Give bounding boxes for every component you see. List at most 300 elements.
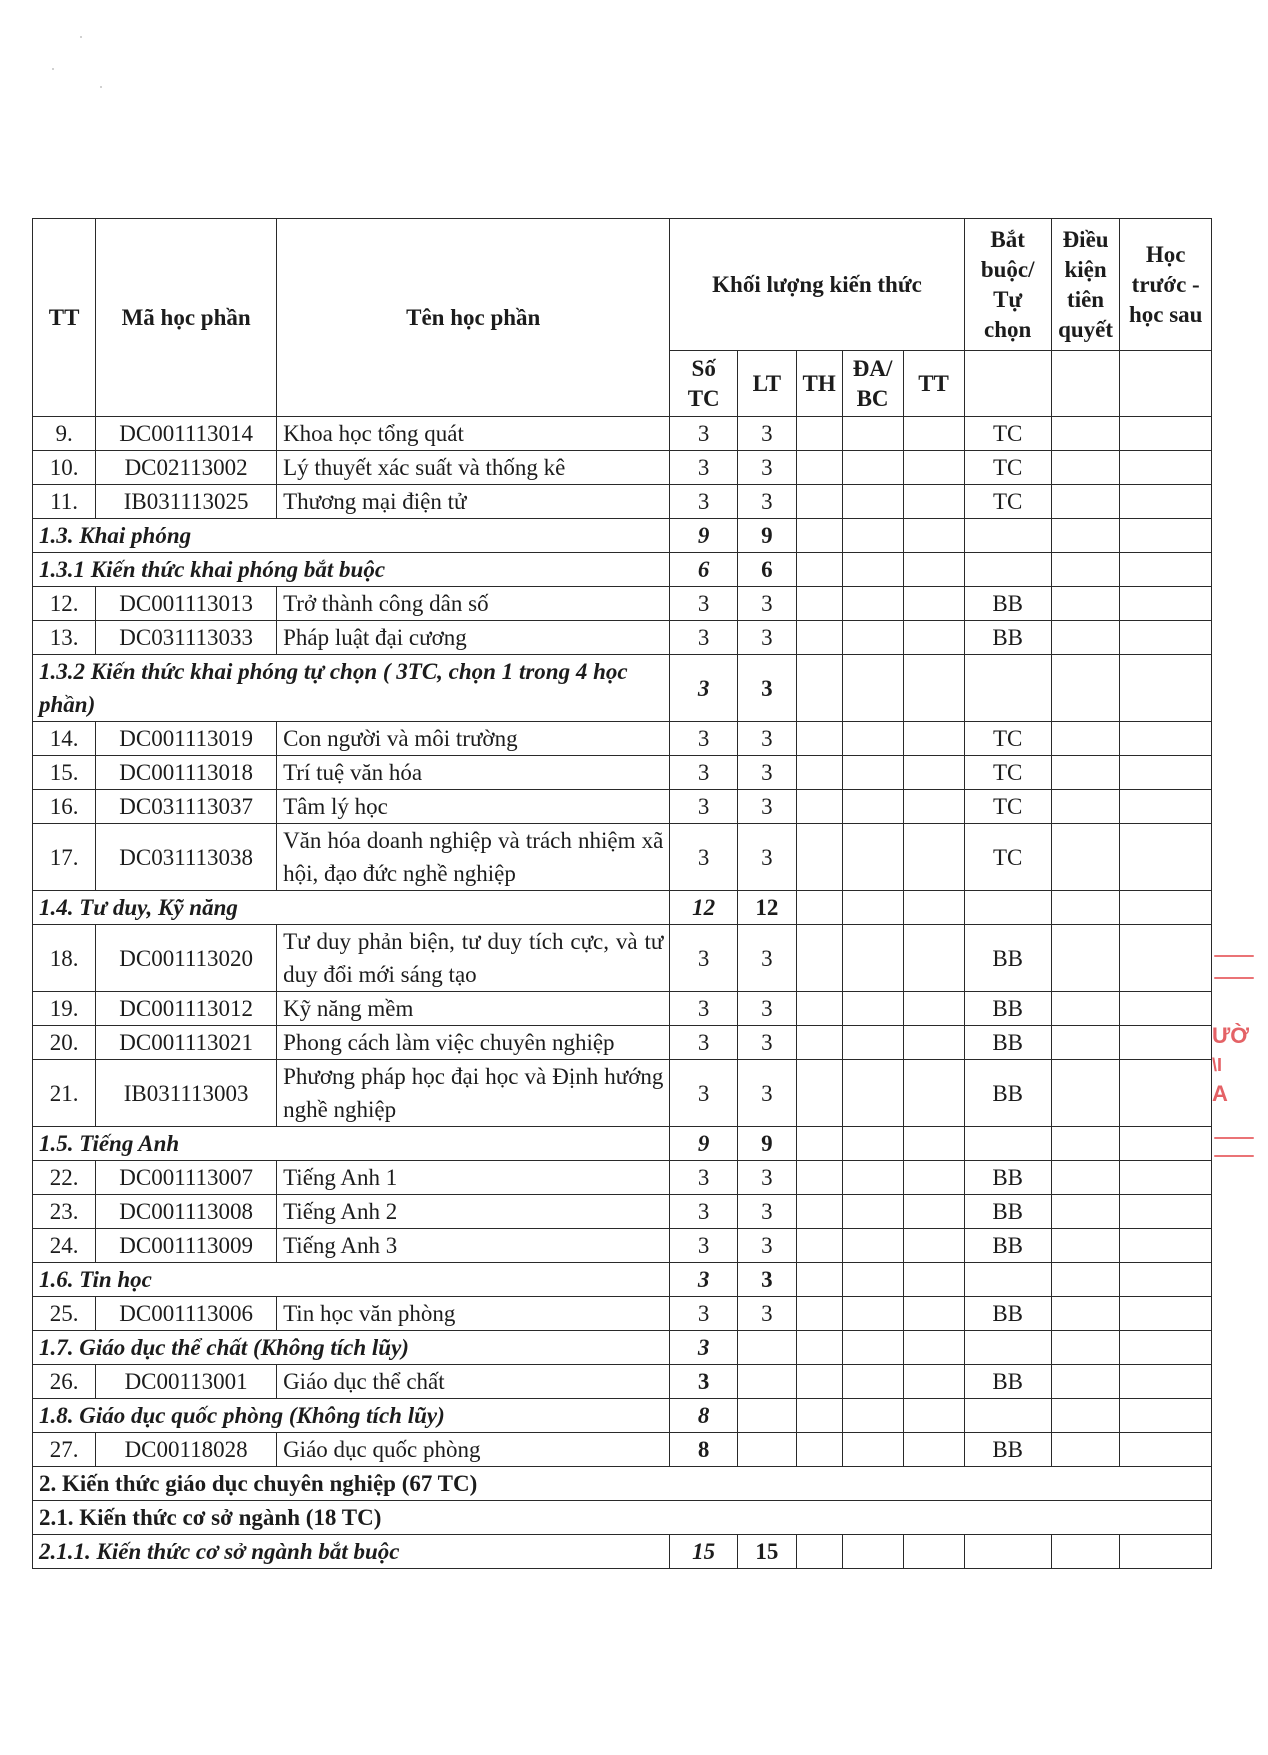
course-th: [796, 417, 842, 451]
stamp-line: [1214, 955, 1254, 957]
course-before-after: [1120, 1060, 1212, 1127]
course-required-elective: BB: [964, 1026, 1051, 1060]
stamp-line: [1214, 1137, 1254, 1139]
course-row: [33, 722, 1212, 756]
course-required-elective: BB: [964, 1195, 1051, 1229]
course-th: [796, 722, 842, 756]
course-prerequisite: [1051, 1297, 1120, 1331]
course-credits: 3: [670, 1195, 738, 1229]
course-code: DC001113013: [96, 587, 277, 621]
course-row: [33, 451, 1212, 485]
course-required-elective: BB: [964, 1229, 1051, 1263]
section-label: 1.5. Tiếng Anh: [33, 1127, 670, 1161]
section-lt: [737, 1399, 796, 1433]
course-before-after: [1120, 1365, 1212, 1399]
course-before-after: [1120, 1229, 1212, 1263]
section-empty-cell: [1120, 891, 1212, 925]
course-before-after: [1120, 992, 1212, 1026]
course-index: 15.: [33, 756, 96, 790]
section-empty-cell: [1051, 1127, 1120, 1161]
section-empty-cell: [1051, 891, 1120, 925]
course-row: [33, 1195, 1212, 1229]
section-empty-cell: [964, 891, 1051, 925]
course-prerequisite: [1051, 1195, 1120, 1229]
course-required-elective: BB: [964, 1365, 1051, 1399]
course-da-bc: [842, 1229, 903, 1263]
course-code: DC001113021: [96, 1026, 277, 1060]
course-prerequisite: [1051, 451, 1120, 485]
course-code: DC031113033: [96, 621, 277, 655]
course-tt: [903, 756, 964, 790]
header-da-bc: ĐA/ BC: [842, 351, 903, 417]
course-required-elective: BB: [964, 621, 1051, 655]
course-required-elective: TC: [964, 417, 1051, 451]
section-label: 1.8. Giáo dục quốc phòng (Không tích lũy): [33, 1399, 670, 1433]
section-empty-cell: [796, 1331, 842, 1365]
course-da-bc: [842, 1161, 903, 1195]
section-lt: 9: [737, 1127, 796, 1161]
course-code: DC001113019: [96, 722, 277, 756]
section-empty-cell: [903, 519, 964, 553]
course-prerequisite: [1051, 417, 1120, 451]
course-tt: [903, 790, 964, 824]
heading-row: [33, 1501, 1212, 1535]
course-da-bc: [842, 417, 903, 451]
section-empty-cell: [796, 891, 842, 925]
course-lt: 3: [737, 1229, 796, 1263]
course-index: 11.: [33, 485, 96, 519]
course-name: Khoa học tổng quát: [277, 417, 670, 451]
course-prerequisite: [1051, 925, 1120, 992]
course-tt: [903, 1365, 964, 1399]
section-lt: 12: [737, 891, 796, 925]
course-th: [796, 1161, 842, 1195]
course-name: Tin học văn phòng: [277, 1297, 670, 1331]
course-credits: 3: [670, 1161, 738, 1195]
section-empty-cell: [1120, 553, 1212, 587]
course-th: [796, 485, 842, 519]
course-required-elective: TC: [964, 722, 1051, 756]
course-index: 24.: [33, 1229, 96, 1263]
course-name: Trí tuệ văn hóa: [277, 756, 670, 790]
course-th: [796, 925, 842, 992]
course-prerequisite: [1051, 1161, 1120, 1195]
course-index: 23.: [33, 1195, 96, 1229]
course-code: DC031113037: [96, 790, 277, 824]
section-credits: 3: [670, 1263, 738, 1297]
header-course-code: Mã học phần: [96, 219, 277, 417]
section-empty-cell: [964, 519, 1051, 553]
course-prerequisite: [1051, 1433, 1120, 1467]
course-code: DC00118028: [96, 1433, 277, 1467]
course-lt: [737, 1365, 796, 1399]
course-credits: 3: [670, 824, 738, 891]
course-tt: [903, 1297, 964, 1331]
course-index: 19.: [33, 992, 96, 1026]
course-required-elective: TC: [964, 756, 1051, 790]
course-lt: 3: [737, 756, 796, 790]
course-before-after: [1120, 925, 1212, 992]
course-code: DC001113012: [96, 992, 277, 1026]
table-body: [33, 417, 1212, 1569]
section-empty-cell: [1120, 1331, 1212, 1365]
course-da-bc: [842, 824, 903, 891]
course-lt: 3: [737, 722, 796, 756]
section-empty-cell: [903, 1535, 964, 1569]
course-da-bc: [842, 992, 903, 1026]
course-index: 17.: [33, 824, 96, 891]
course-tt: [903, 824, 964, 891]
section-empty-cell: [796, 519, 842, 553]
section-empty-cell: [964, 1127, 1051, 1161]
course-row: [33, 1433, 1212, 1467]
course-name: Giáo dục thể chất: [277, 1365, 670, 1399]
section-empty-cell: [1051, 553, 1120, 587]
course-th: [796, 756, 842, 790]
section-empty-cell: [1120, 1535, 1212, 1569]
course-before-after: [1120, 1161, 1212, 1195]
course-before-after: [1120, 756, 1212, 790]
section-row: [33, 519, 1212, 553]
stamp-line: [1214, 1155, 1254, 1157]
section-label: 1.6. Tin học: [33, 1263, 670, 1297]
section-empty-cell: [1051, 655, 1120, 722]
course-tt: [903, 1195, 964, 1229]
heading-label: 2. Kiến thức giáo dục chuyên nghiệp (67 TC): [33, 1467, 1212, 1501]
course-name: Phương pháp học đại học và Định hướng nghề nghiệp: [277, 1060, 670, 1127]
section-row: [33, 1399, 1212, 1433]
course-credits: 3: [670, 790, 738, 824]
course-before-after: [1120, 485, 1212, 519]
course-index: 14.: [33, 722, 96, 756]
section-label: 1.3. Khai phóng: [33, 519, 670, 553]
course-code: DC031113038: [96, 824, 277, 891]
course-lt: [737, 1433, 796, 1467]
course-code: DC001113018: [96, 756, 277, 790]
course-tt: [903, 451, 964, 485]
course-credits: 3: [670, 722, 738, 756]
header-th: TH: [796, 351, 842, 417]
course-prerequisite: [1051, 621, 1120, 655]
course-lt: 3: [737, 417, 796, 451]
header-prerequisite-blank: [1051, 351, 1120, 417]
course-th: [796, 790, 842, 824]
course-index: 20.: [33, 1026, 96, 1060]
section-row: [33, 1331, 1212, 1365]
course-required-elective: TC: [964, 451, 1051, 485]
course-index: 26.: [33, 1365, 96, 1399]
course-row: [33, 1161, 1212, 1195]
section-empty-cell: [1051, 519, 1120, 553]
section-empty-cell: [1120, 1127, 1212, 1161]
course-index: 10.: [33, 451, 96, 485]
course-prerequisite: [1051, 1229, 1120, 1263]
stamp-text: ƯỜ: [1212, 1023, 1250, 1048]
course-th: [796, 1195, 842, 1229]
course-tt: [903, 417, 964, 451]
course-name: Lý thuyết xác suất và thống kê: [277, 451, 670, 485]
section-empty-cell: [796, 1263, 842, 1297]
course-th: [796, 1365, 842, 1399]
section-label: 1.4. Tư duy, Kỹ năng: [33, 891, 670, 925]
section-lt: 6: [737, 553, 796, 587]
course-before-after: [1120, 621, 1212, 655]
course-row: [33, 1365, 1212, 1399]
course-name: Tiếng Anh 1: [277, 1161, 670, 1195]
course-lt: 3: [737, 451, 796, 485]
section-empty-cell: [903, 891, 964, 925]
course-row: [33, 417, 1212, 451]
course-lt: 3: [737, 1195, 796, 1229]
course-lt: 3: [737, 1297, 796, 1331]
section-credits: 9: [670, 519, 738, 553]
header-tt: TT: [33, 219, 96, 417]
section-empty-cell: [796, 1399, 842, 1433]
course-before-after: [1120, 451, 1212, 485]
course-before-after: [1120, 1195, 1212, 1229]
section-empty-cell: [842, 1127, 903, 1161]
section-lt: 15: [737, 1535, 796, 1569]
course-name: Tâm lý học: [277, 790, 670, 824]
course-da-bc: [842, 722, 903, 756]
section-empty-cell: [842, 1263, 903, 1297]
section-label: 1.3.2 Kiến thức khai phóng tự chọn ( 3TC, chọn 1 trong 4 học phần): [33, 655, 670, 722]
section-empty-cell: [796, 1127, 842, 1161]
course-row: [33, 1297, 1212, 1331]
section-empty-cell: [964, 1535, 1051, 1569]
course-prerequisite: [1051, 992, 1120, 1026]
course-credits: 3: [670, 485, 738, 519]
course-required-elective: BB: [964, 992, 1051, 1026]
course-index: 21.: [33, 1060, 96, 1127]
section-row: [33, 655, 1212, 722]
course-required-elective: BB: [964, 925, 1051, 992]
course-before-after: [1120, 722, 1212, 756]
course-da-bc: [842, 1365, 903, 1399]
course-credits: 3: [670, 451, 738, 485]
course-th: [796, 992, 842, 1026]
course-tt: [903, 722, 964, 756]
section-empty-cell: [796, 1535, 842, 1569]
course-prerequisite: [1051, 790, 1120, 824]
course-lt: 3: [737, 790, 796, 824]
course-row: [33, 756, 1212, 790]
section-credits: 15: [670, 1535, 738, 1569]
section-empty-cell: [842, 1331, 903, 1365]
course-index: 12.: [33, 587, 96, 621]
section-empty-cell: [1051, 1263, 1120, 1297]
course-th: [796, 1433, 842, 1467]
course-credits: 3: [670, 756, 738, 790]
course-da-bc: [842, 451, 903, 485]
section-row: [33, 553, 1212, 587]
course-lt: 3: [737, 485, 796, 519]
header-tt-col: TT: [903, 351, 964, 417]
section-empty-cell: [903, 1331, 964, 1365]
course-before-after: [1120, 790, 1212, 824]
course-prerequisite: [1051, 722, 1120, 756]
course-name: Trở thành công dân số: [277, 587, 670, 621]
course-credits: 3: [670, 1297, 738, 1331]
course-da-bc: [842, 621, 903, 655]
course-required-elective: TC: [964, 824, 1051, 891]
course-prerequisite: [1051, 587, 1120, 621]
course-before-after: [1120, 1433, 1212, 1467]
course-before-after: [1120, 1297, 1212, 1331]
course-before-after: [1120, 824, 1212, 891]
stamp-line: [1214, 977, 1254, 979]
course-th: [796, 621, 842, 655]
header-credits: Số TC: [670, 351, 738, 417]
course-index: 9.: [33, 417, 96, 451]
course-lt: 3: [737, 1060, 796, 1127]
section-empty-cell: [842, 553, 903, 587]
course-da-bc: [842, 485, 903, 519]
course-row: [33, 992, 1212, 1026]
section-empty-cell: [1051, 1535, 1120, 1569]
section-label: 1.3.1 Kiến thức khai phóng bắt buộc: [33, 553, 670, 587]
course-credits: 3: [670, 1229, 738, 1263]
header-lt: LT: [737, 351, 796, 417]
course-index: 13.: [33, 621, 96, 655]
section-empty-cell: [842, 891, 903, 925]
section-empty-cell: [1120, 655, 1212, 722]
course-th: [796, 1026, 842, 1060]
section-label: 2.1.1. Kiến thức cơ sở ngành bắt buộc: [33, 1535, 670, 1569]
course-name: Tư duy phản biện, tư duy tích cực, và tư duy đổi mới sáng tạo: [277, 925, 670, 992]
section-empty-cell: [842, 519, 903, 553]
section-empty-cell: [903, 655, 964, 722]
section-credits: 8: [670, 1399, 738, 1433]
section-empty-cell: [1120, 1399, 1212, 1433]
course-da-bc: [842, 790, 903, 824]
course-code: DC001113009: [96, 1229, 277, 1263]
section-row: [33, 891, 1212, 925]
course-row: [33, 925, 1212, 992]
course-required-elective: TC: [964, 790, 1051, 824]
course-th: [796, 587, 842, 621]
course-index: 22.: [33, 1161, 96, 1195]
section-empty-cell: [1051, 1399, 1120, 1433]
table-header: [33, 219, 1212, 417]
heading-row: [33, 1467, 1212, 1501]
section-lt: 3: [737, 655, 796, 722]
section-row: [33, 1263, 1212, 1297]
section-lt: 9: [737, 519, 796, 553]
section-credits: 3: [670, 655, 738, 722]
course-prerequisite: [1051, 1365, 1120, 1399]
course-tt: [903, 1060, 964, 1127]
course-index: 18.: [33, 925, 96, 992]
course-row: [33, 1060, 1212, 1127]
course-tt: [903, 925, 964, 992]
course-required-elective: TC: [964, 485, 1051, 519]
course-required-elective: BB: [964, 1433, 1051, 1467]
course-th: [796, 451, 842, 485]
course-before-after: [1120, 1026, 1212, 1060]
course-lt: 3: [737, 925, 796, 992]
course-code: DC001113007: [96, 1161, 277, 1195]
course-before-after: [1120, 587, 1212, 621]
course-tt: [903, 621, 964, 655]
course-th: [796, 1229, 842, 1263]
header-prerequisite: Điều kiện tiên quyết: [1051, 219, 1120, 351]
course-name: Văn hóa doanh nghiệp và trách nhiệm xã hội, đạo đức nghề nghiệp: [277, 824, 670, 891]
course-name: Giáo dục quốc phòng: [277, 1433, 670, 1467]
section-row: [33, 1127, 1212, 1161]
course-code: DC00113001: [96, 1365, 277, 1399]
course-row: [33, 621, 1212, 655]
course-credits: 8: [670, 1433, 738, 1467]
course-required-elective: BB: [964, 1161, 1051, 1195]
header-knowledge-volume: Khối lượng kiến thức: [670, 219, 964, 351]
course-credits: 3: [670, 587, 738, 621]
section-credits: 12: [670, 891, 738, 925]
course-lt: 3: [737, 824, 796, 891]
course-da-bc: [842, 1195, 903, 1229]
course-th: [796, 1297, 842, 1331]
course-da-bc: [842, 1297, 903, 1331]
course-prerequisite: [1051, 485, 1120, 519]
course-tt: [903, 1229, 964, 1263]
course-credits: 3: [670, 417, 738, 451]
course-name: Thương mại điện tử: [277, 485, 670, 519]
course-index: 16.: [33, 790, 96, 824]
course-tt: [903, 1433, 964, 1467]
section-lt: 3: [737, 1263, 796, 1297]
course-row: [33, 824, 1212, 891]
section-empty-cell: [842, 655, 903, 722]
section-empty-cell: [964, 1331, 1051, 1365]
course-credits: 3: [670, 992, 738, 1026]
section-lt: [737, 1331, 796, 1365]
course-code: DC001113014: [96, 417, 277, 451]
header-before-after: Học trước - học sau: [1120, 219, 1212, 351]
course-tt: [903, 485, 964, 519]
course-row: [33, 1026, 1212, 1060]
course-tt: [903, 587, 964, 621]
course-row: [33, 587, 1212, 621]
course-lt: 3: [737, 992, 796, 1026]
course-da-bc: [842, 925, 903, 992]
course-name: Tiếng Anh 2: [277, 1195, 670, 1229]
stamp-text: \I: [1212, 1055, 1223, 1075]
course-da-bc: [842, 587, 903, 621]
course-da-bc: [842, 1060, 903, 1127]
header-before-after-blank: [1120, 351, 1212, 417]
section-empty-cell: [903, 553, 964, 587]
course-name: Tiếng Anh 3: [277, 1229, 670, 1263]
course-tt: [903, 992, 964, 1026]
course-name: Phong cách làm việc chuyên nghiệp: [277, 1026, 670, 1060]
course-da-bc: [842, 1433, 903, 1467]
course-credits: 3: [670, 621, 738, 655]
section-empty-cell: [903, 1399, 964, 1433]
course-prerequisite: [1051, 1026, 1120, 1060]
course-lt: 3: [737, 587, 796, 621]
course-prerequisite: [1051, 756, 1120, 790]
heading-label: 2.1. Kiến thức cơ sở ngành (18 TC): [33, 1501, 1212, 1535]
course-required-elective: BB: [964, 587, 1051, 621]
course-code: DC001113008: [96, 1195, 277, 1229]
section-empty-cell: [1120, 1263, 1212, 1297]
section-row: [33, 1535, 1212, 1569]
red-seal-stamp: [1208, 955, 1268, 1175]
section-label: 1.7. Giáo dục thể chất (Không tích lũy): [33, 1331, 670, 1365]
course-name: Kỹ năng mềm: [277, 992, 670, 1026]
course-row: [33, 1229, 1212, 1263]
header-required-elective: Bắt buộc/ Tự chọn: [964, 219, 1051, 351]
